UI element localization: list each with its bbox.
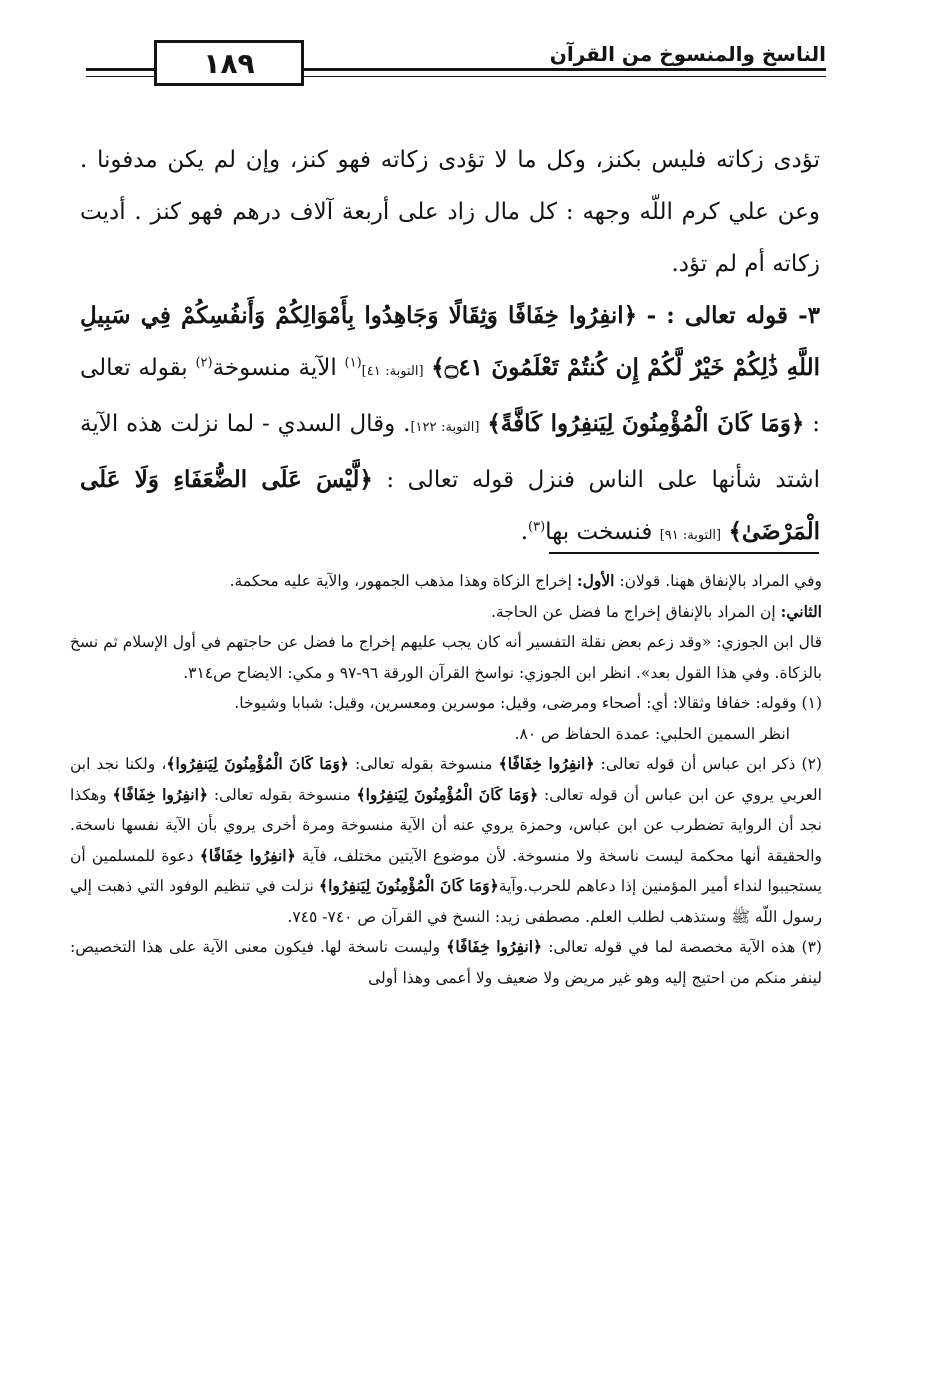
item-3-intro: ٣- قوله تعالى : - <box>646 302 820 329</box>
footnote-marker-2: (٢) <box>195 355 213 371</box>
footnote-1 <box>70 688 822 749</box>
sentence-end: . <box>520 519 529 545</box>
fn-cont-a-bold: الأول: <box>576 571 615 590</box>
fn2-verse-2: ﴿وَمَا كَانَ الْمُؤْمِنُونَ لِيَنفِرُوا﴾ <box>166 754 349 773</box>
mansukha-text: الآية منسوخة <box>212 355 337 381</box>
ref-tawbah-91: [التوبة: ٩١] <box>659 528 722 543</box>
paragraph-1: تؤدى زكاته فليس بكنز، وكل ما لا تؤدى زكاته فهو كنز، وإن لم يكن مدفونا . وعن علي كرم اللّه وجهه : كل مال زاد على أربعة آلاف درهم فهو كنز . أديت زكاته أم لم تؤد. <box>80 147 820 277</box>
page-header <box>86 28 826 88</box>
footnote-3-number: (٣) <box>801 938 822 956</box>
verse-tawbah-122: ﴿وَمَا كَانَ الْمُؤْمِنُونَ لِيَنفِرُوا كَافَّةً﴾ <box>487 410 805 437</box>
fn-cont-a-text: وفي المراد بالإنفاق ههنا. قولان: <box>619 572 822 590</box>
footnote-3 <box>70 932 822 993</box>
fn-cont-b-bold: الثاني: <box>780 601 822 621</box>
footnote-1-cont: انظر السمين الحلبي: عمدة الحفاظ ص ٨٠. <box>514 724 790 743</box>
fn2-d: منسوخة بقوله تعالى: <box>213 785 351 804</box>
fn2-c: ، ولكنا نجد ابن العربي يروي عن ابن عباس أن قوله تعالى: <box>70 755 822 804</box>
footnote-marker-1: (١) <box>344 355 362 371</box>
fn-cont-b-rest: إن المراد بالإنفاق إخراج ما فضل عن الحاجة. <box>490 602 776 621</box>
fn-cont-a-rest: إخراج الزكاة وهذا مذهب الجمهور، والآية عليه محكمة. <box>229 572 572 590</box>
footnote-1-number: (١) <box>801 694 822 712</box>
biqawlih-text: بقوله تعالى : <box>80 355 821 437</box>
footnote-1-text: وقوله: خفافا وثقالا: أي: أصحاء ومرضى، وقيل: موسرين ومعسرين، وقيل: شبابا وشيوخا. <box>234 694 797 712</box>
main-text <box>80 134 820 562</box>
fn3-a: هذه الآية مخصصة لما في قوله تعالى: <box>548 938 796 956</box>
footnote-2 <box>70 749 822 932</box>
fn2-g: نزلت في تنظيم الوفود التي ذهبت إلي رسول اللّه ﷺ وستذهب لطلب العلم. مصطفى زيد: النسخ في القرآن ص ٧٤٠- ٧٤٥. <box>70 877 822 926</box>
fn3-b: وليست ناسخة لها. فيكون معنى الآية على هذا التخصيص: لينفر منكم من احتيج إليه وهو غير مريض ولا ضعيف ولا أعمى وهذا أولى <box>70 938 822 987</box>
fn2-e: وهكذا نجد أن الرواية تضطرب عن ابن عباس، وحمزة يروي عنه أن الآية منسوخة ومرة أخرى يروي بأن الآية نفسها ناسخة. والحقيقة أنها محكمة ليست ناسخة ولا منسوخة. لأن موضوع الآيتين مختلف، فآية <box>70 785 822 865</box>
fn2-verse-3: ﴿وَمَا كَانَ الْمُؤْمِنُونَ لِيَنفِرُوا﴾ <box>356 784 539 804</box>
header-rule-right <box>304 68 826 71</box>
header-rule-left-thin <box>86 76 154 77</box>
fn2-b: منسوخة بقوله تعالى: <box>355 755 493 773</box>
footnote-divider <box>549 552 819 554</box>
verse-tawbah-41: ﴿انفِرُوا خِفَافًا وَثِقَالًا وَجَاهِدُوا بِأَمْوَالِكُمْ وَأَنفُسِكُمْ فِي سَبِيلِ اللَّهِ ذَٰلِكُمْ خَيْرٌ لَّكُمْ إِن كُنتُمْ تَعْلَمُونَ ۝٤١﴾ <box>80 302 821 381</box>
fn2-f: دعوة للمسلمين أن يستجيبوا لنداء أمير المؤمنين إذا دعاهم للحرب.وآية <box>70 846 822 895</box>
footnote-continuation-c: قال ابن الجوزي: «وقد زعم بعض نقلة التفسير أنه كان يجب عليهم إخراج ما فضل عن حاجتهم في أول الإسلام ثم نسخ بالزكاة. وفي هذا القول بعد». انظر ابن الجوزي: نواسخ القرآن الورقة ٩٦-٩٧ و مكي: الايضاح ص٣١٤. <box>70 633 822 682</box>
header-rule-left <box>86 68 154 71</box>
footnote-continuation-b <box>70 597 822 628</box>
fn2-verse-1: ﴿انفِرُوا خِفَافًا﴾ <box>498 754 595 773</box>
fn2-verse-5: ﴿انفِرُوا خِفَافًا﴾ <box>199 845 296 865</box>
ref-tawbah-41: [التوبة: ٤١] <box>361 364 424 379</box>
verse-tawbah-91: ﴿لَّيْسَ عَلَى الضُّعَفَاءِ وَلَا عَلَى الْمَرْضَىٰ﴾ <box>80 466 820 545</box>
header-rule-right-thin <box>304 76 826 77</box>
suddi-text: . وقال السدي - لما نزلت هذه الآية اشتد شأنها على الناس فنزل قوله تعالى : <box>80 411 821 493</box>
footnote-marker-3: (٣) <box>528 519 546 535</box>
fn2-verse-6: ﴿وَمَا كَانَ الْمُؤْمِنُونَ لِيَنفِرُوا﴾ <box>319 876 499 895</box>
footnote-2-number: (٢) <box>801 755 822 773</box>
ref-tawbah-122: [التوبة: ١٢٢] <box>410 420 480 435</box>
book-title: الناسخ والمنسوخ من القرآن <box>549 42 826 66</box>
fn2-a: ذكر ابن عباس أن قوله تعالى: <box>600 755 796 773</box>
footnotes <box>70 566 822 993</box>
footnote-continuation-a <box>70 566 822 597</box>
fn2-verse-4: ﴿انفِرُوا خِفَافًا﴾ <box>112 784 209 804</box>
fn3-verse-1: ﴿انفِرُوا خِفَافًا﴾ <box>446 937 543 956</box>
paragraph-2 <box>80 290 820 562</box>
page-number: ١٨٩ <box>154 40 304 86</box>
nusikhat-text: فنسخت بها <box>545 519 653 545</box>
